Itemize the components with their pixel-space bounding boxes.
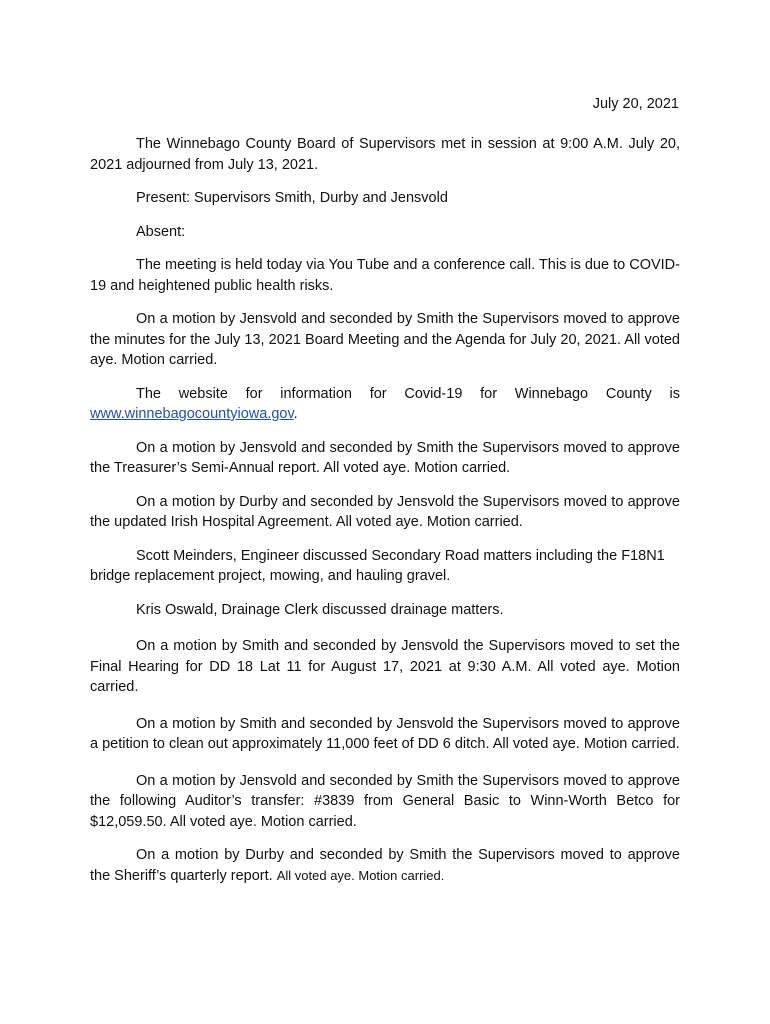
- paragraph-transfer-motion: On a motion by Jensvold and seconded by Smith the Supervisors moved to approve the following Auditor’s transfer: #3839 from General Basic to Winn-Worth Betco for $12,059.50. All voted aye. Motion carried.: [90, 772, 680, 830]
- paragraph-meeting-format: The meeting is held today via You Tube and a conference call. This is due to COVID-19 and heightened public health risks.: [90, 257, 680, 294]
- paragraph-website: [90, 384, 680, 425]
- paragraph-engineer: Scott Meinders, Engineer discussed Secondary Road matters including the F18N1 bridge replacement project, mowing, and hauling gravel.: [90, 547, 665, 584]
- minutes-body: [90, 134, 680, 899]
- paragraph-minutes-motion: On a motion by Jensvold and seconded by Smith the Supervisors moved to approve the minutes for the July 13, 2021 Board Meeting and the Agenda for July 20, 2021. All voted aye. Motion carried.: [90, 311, 680, 368]
- paragraph-sheriff-motion: [90, 845, 680, 886]
- paragraph-final-hearing-motion: On a motion by Smith and seconded by Jensvold the Supervisors moved to set the Final Hearing for DD 18 Lat 11 for August 17, 2021 at 9:30 A.M. All voted aye. Motion carried.: [90, 638, 680, 695]
- paragraph-petition-motion: On a motion by Smith and seconded by Jensvold the Supervisors moved to approve a petition to clean out approximately 11,000 feet of DD 6 ditch. All voted aye. Motion carried.: [90, 715, 680, 752]
- paragraph-treasurer-motion: On a motion by Jensvold and seconded by Smith the Supervisors moved to approve the Treasurer’s Semi-Annual report. All voted aye. Motion carried.: [90, 439, 680, 476]
- paragraph-session: The Winnebago County Board of Supervisors met in session at 9:00 A.M. July 20, 2021 adjourned from July 13, 2021.: [90, 136, 680, 173]
- document-date: July 20, 2021: [592, 96, 679, 112]
- paragraph-drainage-clerk: Kris Oswald, Drainage Clerk discussed drainage matters.: [136, 601, 504, 618]
- sheriff-motion-result: All voted aye. Motion carried.: [276, 867, 445, 883]
- county-website-link[interactable]: www.winnebagocountyiowa.gov: [90, 406, 294, 422]
- sheriff-motion-text: On a motion by Durby and seconded by Smith the Supervisors moved to approve the Sheriff’s quarterly report.: [90, 847, 680, 884]
- website-period: .: [293, 406, 298, 422]
- paragraph-hospital-motion: On a motion by Durby and seconded by Jensvold the Supervisors moved to approve the updated Irish Hospital Agreement. All voted aye. Motion carried.: [90, 493, 680, 530]
- paragraph-absent: Absent:: [136, 223, 186, 240]
- website-text: The website for information for Covid-19 for Winnebago County is: [136, 385, 680, 402]
- paragraph-present: Present: Supervisors Smith, Durby and Jensvold: [136, 190, 448, 206]
